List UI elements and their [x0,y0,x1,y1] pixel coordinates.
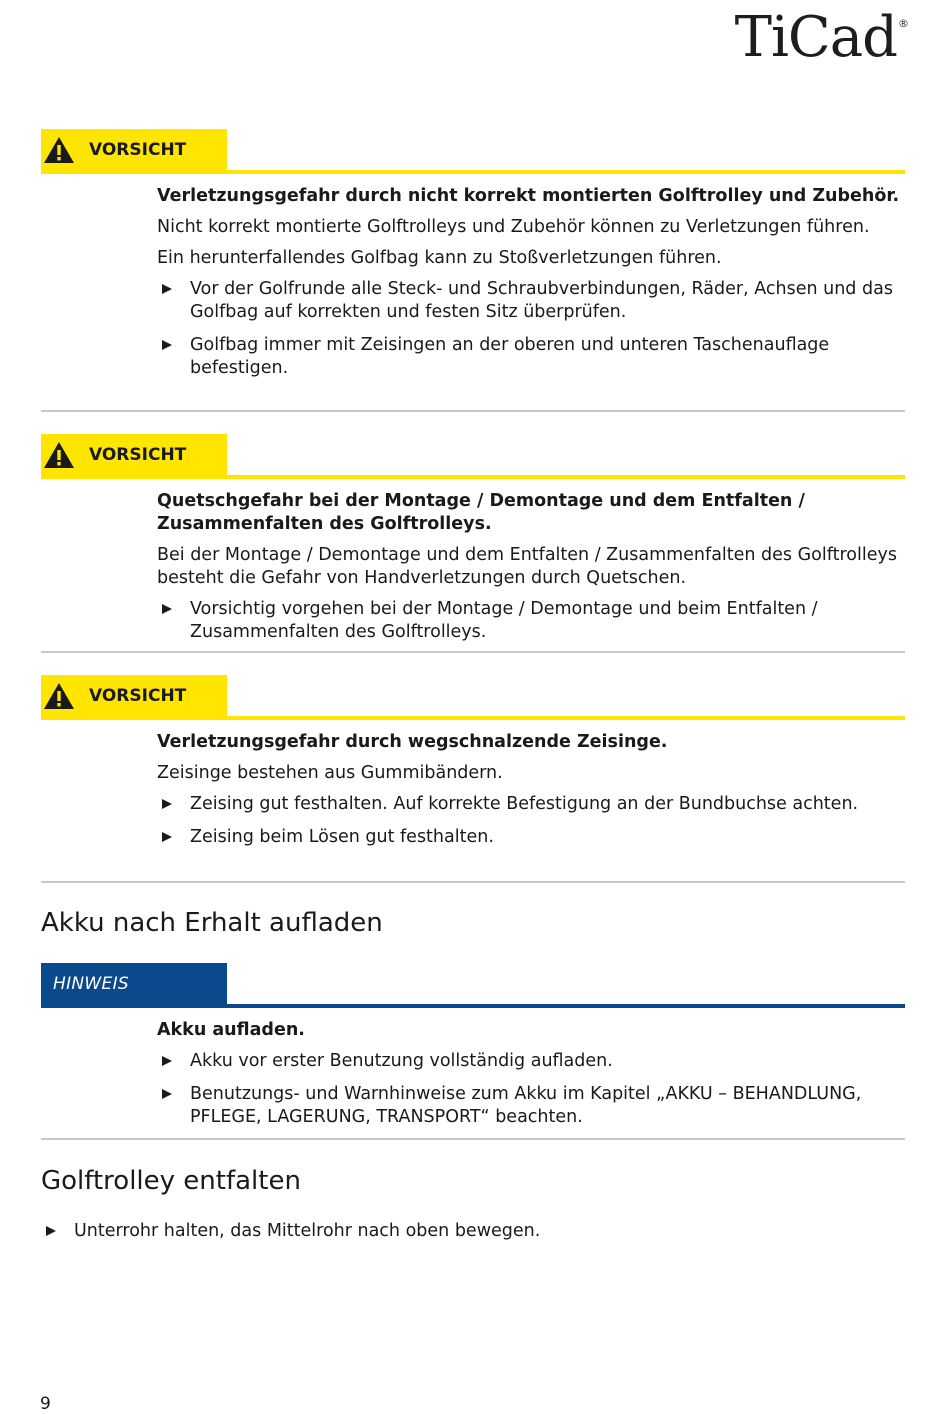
step-item: Unterrohr halten, das Mittelrohr nach oben bewegen. [41,1220,540,1243]
caution-title: Verletzungsgefahr durch wegschnalzende Zeisinge. [157,732,668,752]
step-item: Golfbag immer mit Zeisingen an der oberen und unteren Taschenauflage befestigen. [157,334,905,380]
warning-triangle-icon [43,682,75,710]
warning-triangle-icon [43,441,75,469]
step-arrow-icon [162,1056,172,1066]
page-number: 9 [40,1394,51,1414]
step-arrow-icon [162,284,172,294]
caution-line [41,475,905,479]
divider [41,651,905,653]
step-arrow-icon [46,1226,56,1236]
caution-tag [41,675,227,717]
note-tag [41,963,227,1005]
caution-box-3 [41,675,905,859]
ticad-logo: TiCad® [734,5,908,70]
step-arrow-icon [162,340,172,350]
step-arrow-icon [162,604,172,614]
divider [41,881,905,883]
caution-box-2 [41,434,905,654]
step-item: Benutzungs- und Warnhinweise zum Akku im Kapitel „AKKU – BEHANDLUNG, PFLEGE, LAGERUNG, TRANSPORT“ beachten. [157,1083,905,1129]
caution-line [41,716,905,720]
step-item: Vorsichtig vorgehen bei der Montage / Demontage und beim Entfalten / Zusammenfalten des Golftrolleys. [157,598,905,644]
step-item: Zeising gut festhalten. Auf korrekte Befestigung an der Bundbuchse achten. [157,793,905,816]
caution-label: VORSICHT [89,445,187,465]
caution-line [41,170,905,174]
note-title: Akku aufladen. [157,1020,305,1040]
caution-label: VORSICHT [89,140,187,160]
warning-triangle-icon [43,136,75,164]
caution-label: VORSICHT [89,686,187,706]
step-item: Vor der Golfrunde alle Steck- und Schraubverbindungen, Räder, Achsen und das Golfbag auf korrekten und festen Sitz überprüfen. [157,278,905,324]
caution-text: Zeisinge bestehen aus Gummibändern. [157,763,503,783]
caution-text: Bei der Montage / Demontage und dem Entfalten / Zusammenfalten des Golftrolleys besteht die Gefahr von Handverletzungen durch Quetschen. [157,545,897,588]
caution-text: Ein herunterfallendes Golfbag kann zu Stoßverletzungen führen. [157,248,722,268]
note-label: HINWEIS [53,974,129,994]
caution-text: Nicht korrekt montierte Golftrolleys und Zubehör können zu Verletzungen führen. [157,217,870,237]
caution-tag [41,434,227,476]
caution-title: Quetschgefahr bei der Montage / Demontage und dem Entfalten / Zusammenfalten des Golftrolleys. [157,491,805,534]
step-arrow-icon [162,1089,172,1099]
step-item: Zeising beim Lösen gut festhalten. [157,826,905,849]
section-heading-akku: Akku nach Erhalt aufladen [41,908,383,938]
step-arrow-icon [162,799,172,809]
divider [41,410,905,412]
note-box [41,963,905,1139]
caution-tag [41,129,227,171]
note-line [41,1004,905,1008]
section-heading-entfalten: Golftrolley entfalten [41,1166,301,1196]
divider [41,1138,905,1140]
caution-box-1 [41,129,905,390]
step-arrow-icon [162,832,172,842]
caution-title: Verletzungsgefahr durch nicht korrekt montierten Golftrolley und Zubehör. [157,186,900,206]
step-item: Akku vor erster Benutzung vollständig aufladen. [157,1050,905,1073]
